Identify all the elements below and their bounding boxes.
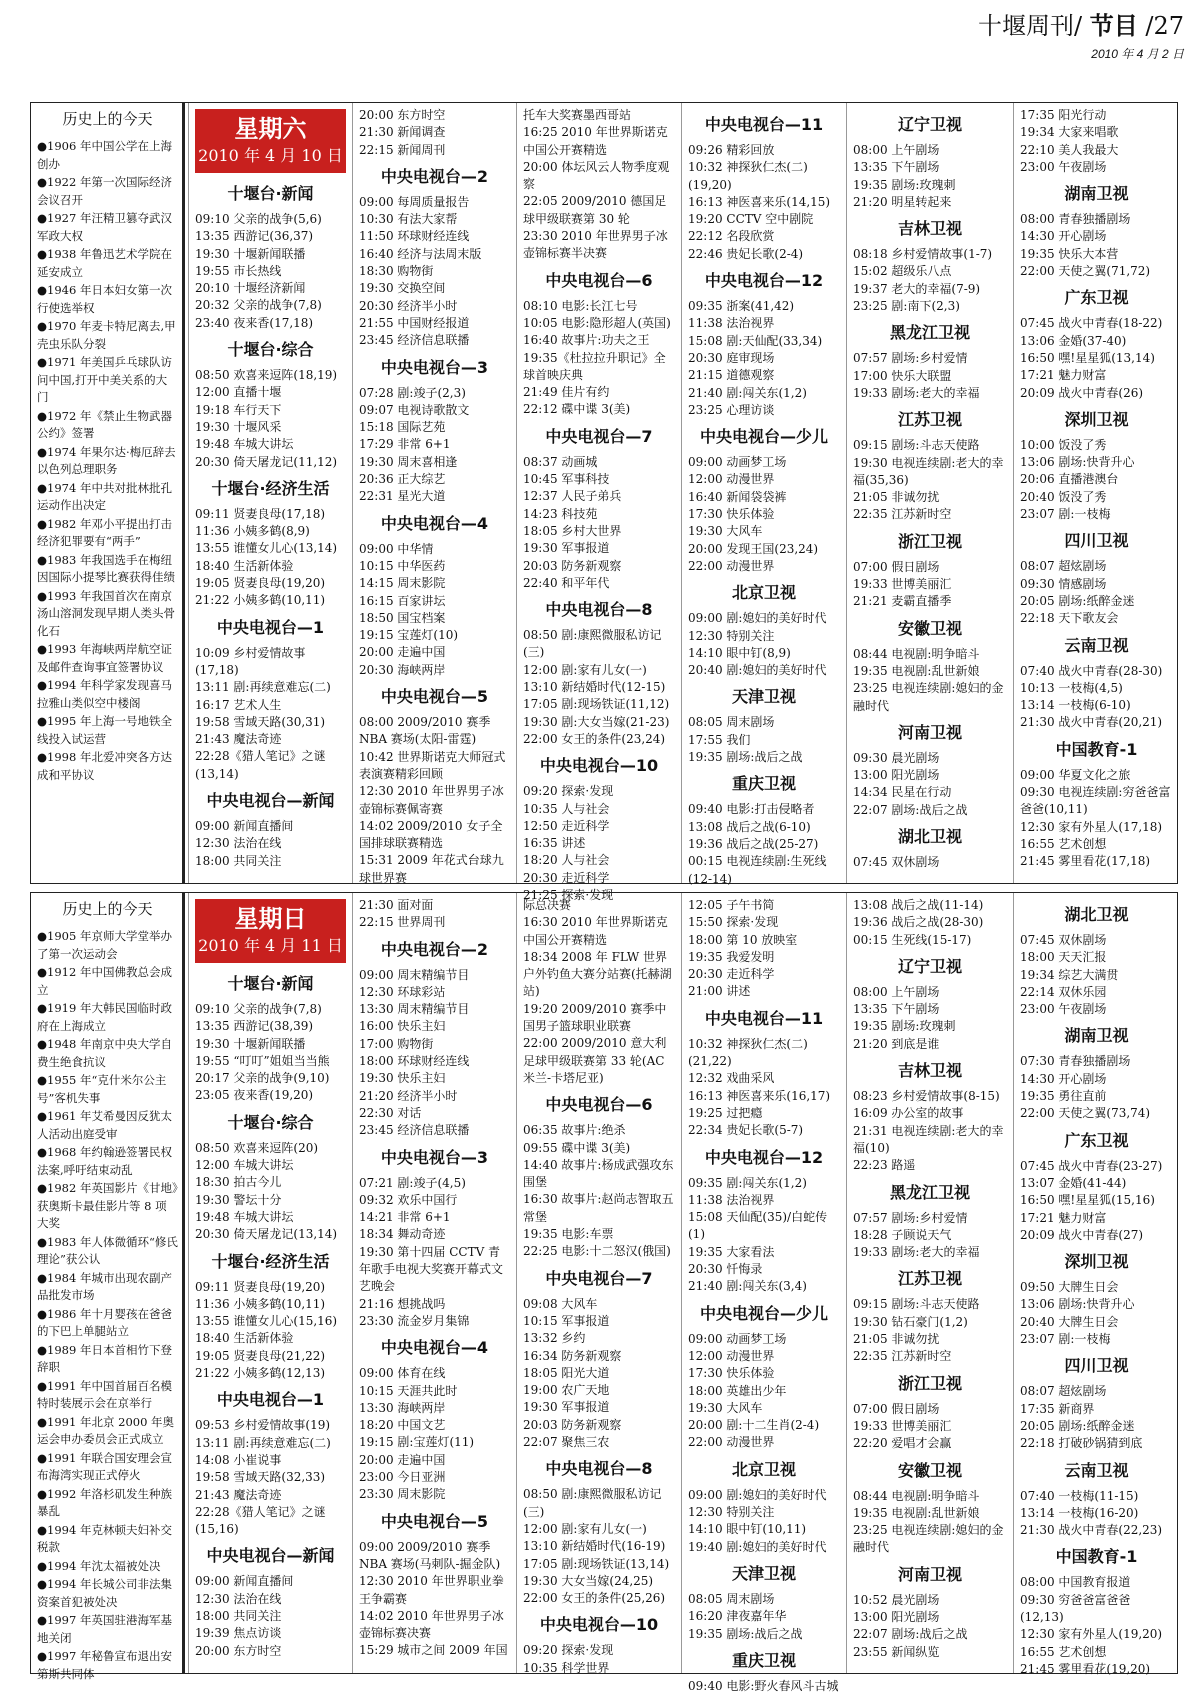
program-list: 06:35 故事片:绝杀 09:55 碟中谍 3(美) 14:40 故事片:杨成武强攻东围堡 16:30 故事片:赵尚志智取五常堡 19:35 电影:车票 22:25 电影:十二怒汉(俄国) — [523, 1123, 674, 1259]
channel-name: 河南卫视 — [897, 722, 962, 742]
schedule-column — [1013, 103, 1179, 883]
program-list: 17:35 阳光行动 19:34 大家来唱歌 22:10 美人我最大 23:00 午夜剧场 — [1020, 108, 1119, 174]
channel-name: 中央电视台—8 — [545, 1459, 653, 1479]
schedule-column — [516, 893, 681, 1673]
history-item: ● 1938 年鲁迅艺术学院在延安成立 — [37, 246, 178, 281]
history-list — [37, 928, 178, 1683]
channel-name: 天津卫视 — [731, 687, 796, 707]
history-column — [31, 103, 185, 883]
history-item: ● 1948 年南京中央大学自费生绝食抗议 — [37, 1036, 178, 1071]
program-list: 托车大奖赛墨西哥站 16:25 2010 年世界斯诺克中国公开赛精选 20:00 体坛风云人物季度观察 22:05 2009/2010 德国足球甲级联赛第 30 轮 23:30 2010 年世界男子冰壶锦标赛半决赛 — [523, 108, 670, 261]
day-date: 2010 年 4 月 11 日 — [195, 935, 346, 957]
schedule-column — [681, 893, 846, 1693]
channel-name: 中央电视台—4 — [380, 1338, 489, 1358]
history-item: ● 1972 年《禁止生物武器公约》签署 — [37, 408, 178, 443]
program-list: 09:00 新闻直播间 12:30 法治在线 18:00 共同关注 — [195, 819, 294, 868]
history-column — [31, 893, 185, 1681]
channel-name: 北京卫视 — [731, 583, 796, 603]
program-list: 09:11 贤妻良母(17,18) 11:36 小姨多鹤(8,9) 13:55 谁懂女儿心(13,14) 18:40 生活新体验 19:05 贤妻良母(19,20) 21:22 小姨多鹤(10,11) — [195, 506, 338, 608]
program-list: 08:10 电影:长江七号 10:05 电影:隐形超人(英国) 16:40 故事片:功夫之王 19:35《杜拉拉升职记》全球首映庆典 21:49 佳片有约 22:12 碟中谍 3(美) — [523, 298, 671, 417]
channel-name: 中国教育-1 — [1055, 739, 1138, 759]
channel-name: 江苏卫视 — [897, 410, 962, 430]
history-item: ● 1994 年科学家发现喜马拉雅山类似空中楼阁 — [37, 677, 178, 712]
channel-name: 中央电视台—1 — [216, 1390, 325, 1410]
channel-name: 重庆卫视 — [731, 774, 796, 794]
history-item: ● 1905 年京师大学堂举办了第一次运动会 — [37, 928, 178, 963]
program-list: 08:07 超炫剧场 17:35 新商界 20:05 剧场:纸醉金迷 22:18 打破砂锅猜到底 — [1020, 1384, 1143, 1451]
masthead-title: 十堰周刊/ 节目 /27 — [978, 12, 1184, 40]
program-list: 09:08 大风车 10:15 军事报道 13:32 乡约 16:34 防务新观察 18:05 阳光大道 19:00 农广天地 19:30 军事报道 20:03 防务新观察 22:07 聚焦三农 — [523, 1296, 622, 1450]
history-item: ● 1982 年邓小平提出打击经济犯罪要有“两手” — [37, 516, 178, 551]
history-item: ● 1997 年英国驻港海军基地关闭 — [37, 1612, 178, 1647]
history-item: ● 1906 年中国公学在上海创办 — [37, 138, 178, 173]
program-list: 09:30 晨光剧场 13:00 阳光剧场 14:34 民星在行动 22:07 剧场:战后之战 — [853, 750, 968, 817]
channel-name: 辽宁卫视 — [897, 956, 962, 976]
program-list: 09:20 探索·发现 10:35 科学世界 — [523, 1643, 614, 1675]
history-item: ● 1982 年英国影片《甘地》获奥斯卡最佳影片等 8 项大奖 — [37, 1180, 178, 1233]
channel-name: 中央电视台—3 — [380, 357, 489, 377]
program-list: 际总决赛 16:30 2010 年世界斯诺克中国公开赛精选 18:34 2008 年 FLW 世界户外钓鱼大赛分站赛(托赫湖站) 19:20 2009/2010 赛季中国男子篮球职业联赛 22:00 2009/2010 意大利足球甲级联赛第 33 轮(AC 米兰-卡塔尼亚) — [523, 898, 672, 1085]
history-item: ● 1991 年中国首届百名模特时装展示会在京举行 — [37, 1378, 178, 1413]
channel-name: 中国教育-1 — [1055, 1547, 1138, 1567]
history-item: ● 1922 年第一次国际经济会议召开 — [37, 174, 178, 209]
program-list: 08:44 电视剧:明争暗斗 19:35 电视剧:乱世新娘 23:25 电视连续剧:媳妇的金融时代 — [853, 1488, 1004, 1555]
channel-name: 黑龙江卫视 — [889, 323, 970, 343]
channel-name: 湖南卫视 — [1064, 184, 1129, 204]
program-list: 07:28 剧:竣子(2,3) 09:07 电视诗歌散文 15:18 国际艺苑 17:29 非常 6+1 19:30 周末喜相逢 20:36 正大综艺 22:31 星光大道 — [359, 385, 470, 504]
history-item: ● 1986 年十月婴孩在爸爸的下巴上单腿站立 — [37, 1306, 178, 1341]
channel-name: 江苏卫视 — [897, 1269, 962, 1289]
program-list: 13:08 战后之战(11-14) 19:36 战后之战(28-30) 00:15 生死线(15-17) — [853, 898, 984, 947]
program-list: 09:00 剧:媳妇的美好时代 12:30 特别关注 14:10 眼中钉(8,9) 20:40 剧:媳妇的美好时代 — [688, 611, 827, 678]
history-item: ● 1993 年海峡两岸航空证及邮件查询事宜签署协议 — [37, 641, 178, 676]
masthead — [978, 6, 1184, 62]
program-list: 09:35 浙案(41,42) 11:38 法治视界 15:08 剧:天仙配(33,34) 20:30 庭审现场 21:15 道德观察 21:40 剧:闯关东(1,2) 23:25 心理访谈 — [688, 299, 823, 417]
sunday-schedule — [30, 892, 1178, 1693]
program-list: 07:57 剧场:乡村爱情 17:00 快乐大联盟 19:33 剧场:老大的幸福 — [853, 351, 980, 400]
program-list: 07:00 假日剧场 19:33 世博美丽汇 22:20 爱唱才会赢 — [853, 1401, 952, 1451]
saturday-schedule — [30, 102, 1178, 902]
channel-name: 中央电视台—3 — [380, 1147, 489, 1167]
program-list: 09:11 贤妻良母(19,20) 11:36 小姨多鹤(10,11) 13:55 谁懂女儿心(15,16) 18:40 生活新体验 19:05 贤妻良母(21,22) 21:22 小姨多鹤(12,13) — [195, 1279, 338, 1381]
schedule-column — [352, 893, 516, 1673]
channel-name: 湖北卫视 — [897, 827, 962, 847]
history-item: ● 1989 年日本首相竹下登辞职 — [37, 1342, 178, 1377]
channel-name: 深圳卫视 — [1064, 409, 1129, 429]
history-item: ● 1974 年中共对批林批孔运动作出决定 — [37, 480, 178, 515]
program-list: 09:00 体育在线 10:15 天涯共此时 13:30 海峡两岸 18:20 中国文艺 19:15 剧:宝莲灯(11) 20:00 走遍中国 23:00 今日亚洲 23:30 周末影院 — [359, 1366, 475, 1502]
channel-name: 十堰台·新闻 — [227, 184, 314, 203]
channel-name: 十堰台·综合 — [227, 1112, 314, 1132]
day-name: 星期六 — [234, 115, 307, 143]
program-list: 08:00 上午剧场 13:35 下午剧场 19:35 剧场:玫瑰刺 21:20 明星转起来 — [853, 143, 956, 209]
channel-name: 安徽卫视 — [897, 1460, 962, 1480]
channel-name: 十堰台·新闻 — [227, 974, 314, 993]
channel-name: 中央电视台—7 — [545, 426, 653, 446]
program-list: 09:00 动画梦工场 12:00 动漫世界 16:40 新闻袋袋裤 17:30 快乐体验 19:30 大风车 20:00 发现王国(23,24) 22:00 动漫世界 — [688, 455, 819, 573]
history-item: ● 1912 年中国佛教总会成立 — [37, 964, 178, 999]
program-list: 09:00 中华情 10:15 中华医药 14:15 周末影院 16:15 百家讲坛 18:50 国宝档案 19:15 宝莲灯(10) 20:00 走遍中国 20:30 海峡两岸 — [359, 541, 459, 677]
channel-name: 中央电视台—12 — [704, 1147, 824, 1167]
program-list: 08:05 周末剧场 16:20 津夜嘉年华 19:35 剧场:战后之战 — [688, 1591, 803, 1641]
program-list: 20:00 东方时空 21:30 新闻调查 22:15 新闻周刊 — [359, 108, 446, 157]
program-list: 12:05 子午书简 15:50 探索·发现 18:00 第 10 放映室 19:35 我爱发明 20:30 走近科学 21:00 讲述 — [688, 898, 798, 999]
program-list: 09:40 电影:野火春风斗古城 — [688, 1678, 839, 1693]
program-list: 09:20 探索·发现 10:35 人与社会 12:50 走近科学 16:35 讲述 18:20 人与社会 20:30 走近科学 21:25 探索·发现 — [523, 784, 614, 902]
program-list: 08:07 超炫剧场 09:30 情感剧场 20:05 剧场:纸醉金迷 22:18 天下歌友会 — [1020, 559, 1135, 626]
program-list: 08:50 剧:康熙微服私访记(三) 12:00 剧:家有儿女(一) 13:10 新结婚时代(16-19) 17:05 剧:现场铁证(13,14) 19:30 大女当嫁(24,25) 22:00 女王的条件(25,26) — [523, 1487, 670, 1606]
channel-name: 中央电视台—10 — [539, 1615, 659, 1635]
history-item: ● 1961 年艾希曼因反犹太人活动出庭受审 — [37, 1108, 178, 1143]
program-list: 08:00 中国教育报道 09:30 穷爸爸富爸爸(12,13) 12:30 家有外星人(19,20) 16:55 艺术创想 21:45 雾里看花(19,20) — [1020, 1575, 1163, 1676]
program-list: 09:53 乡村爱情故事(19) 13:11 剧:再续意难忘(二) 14:08 小崔说事 19:58 雪域天路(32,33) 21:43 魔法奇迹 22:28《猎人笔记》之谜(15,16) — [195, 1418, 331, 1537]
channel-name: 中央电视台—12 — [704, 271, 824, 291]
program-list: 07:45 双休剧场 18:00 天天汇报 19:34 综艺大满贯 22:14 双休乐园 23:00 午夜剧场 — [1020, 933, 1119, 1017]
channel-name: 中央电视台—6 — [545, 270, 653, 290]
channel-name: 十堰台·经济生活 — [211, 478, 330, 498]
schedule-column — [352, 103, 516, 883]
program-list: 07:45 双休剧场 — [853, 855, 940, 870]
channel-name: 中央电视台—6 — [545, 1095, 653, 1115]
program-list: 08:50 剧:康熙微服私访记(三) 12:00 剧:家有儿女(一) 13:10 新结婚时代(12-15) 17:05 剧:现场铁证(11,12) 19:30 剧:大女当嫁(21-23) 22:00 女王的条件(23,24) — [523, 628, 670, 746]
schedule-column — [846, 893, 1013, 1673]
history-item: ● 1919 年大韩民国临时政府在上海成立 — [37, 1000, 178, 1035]
channel-name: 深圳卫视 — [1064, 1252, 1129, 1272]
program-list: 09:40 电影:打击侵略者 13:08 战后之战(6-10) 19:36 战后之战(25-27) 00:15 电视连续剧:生死线(12-14) — [688, 802, 827, 886]
program-list: 07:00 假日剧场 19:33 世博美丽汇 21:21 麦霸直播季 — [853, 559, 952, 609]
program-list: 07:40 战火中青春(28-30) 10:13 一枝梅(4,5) 13:14 一枝梅(6-10) 21:30 战火中青春(20,21) — [1020, 663, 1163, 730]
channel-name: 浙江卫视 — [897, 531, 962, 551]
history-list — [37, 138, 178, 784]
channel-name: 中央电视台—11 — [704, 115, 824, 134]
history-title: 历史上的今天 — [62, 900, 153, 918]
history-item: ● 1927 年汪精卫篡夺武汉军政大权 — [37, 210, 178, 245]
program-list: 08:18 乡村爱情故事(1-7) 15:02 超级乐八点 19:37 老大的幸福(7-9) 23:25 剧:南下(2,3) — [853, 247, 993, 314]
channel-name: 中央电视台—2 — [380, 939, 489, 959]
day-date: 2010 年 4 月 10 日 — [195, 145, 346, 167]
history-item: ● 1997 年秘鲁宣布退出安第斯共同体 — [37, 1648, 178, 1683]
channel-name: 十堰台·综合 — [227, 340, 314, 360]
channel-name: 北京卫视 — [731, 1459, 796, 1479]
history-item: ● 1971 年美国乒乓球队访问中国,打开中美关系的大门 — [37, 354, 178, 407]
channel-name: 中央电视台—8 — [545, 600, 653, 620]
program-list: 21:30 面对面 22:15 世界周刊 — [359, 898, 446, 930]
channel-name: 中央电视台—少儿 — [699, 1303, 828, 1323]
history-item: ● 1968 年约翰逊签署民权法案,呼吁结束动乱 — [37, 1144, 178, 1179]
program-list: 09:26 精彩回放 10:32 神探狄仁杰(二)(19,20) 16:13 神医喜来乐(14,15) 19:20 CCTV 空中剧院 22:12 名段欣赏 22:46 贵妃长歌(2-4) — [688, 143, 831, 261]
channel-name: 十堰台·经济生活 — [211, 1251, 330, 1271]
channel-name: 中央电视台—2 — [380, 166, 489, 186]
day-name: 星期日 — [234, 905, 307, 933]
schedule-column — [188, 103, 352, 883]
channel-name: 中央电视台—5 — [380, 687, 489, 707]
channel-name: 黑龙江卫视 — [889, 1182, 970, 1202]
channel-name: 中央电视台—少儿 — [699, 427, 828, 447]
masthead-date: 2010 年 4 月 2 日 — [1091, 47, 1184, 61]
program-list: 08:00 青春独播剧场 14:30 开心剧场 19:35 快乐大本营 22:00 天使之翼(71,72) — [1020, 212, 1151, 279]
day-header — [195, 109, 346, 173]
channel-name: 天津卫视 — [731, 1563, 796, 1583]
program-list: 09:00 华夏文化之旅 09:30 电视连续剧:穷爸爸富爸爸(10,11) 12:30 家有外星人(17,18) 16:55 艺术创想 21:45 雾里看花(17,18) — [1020, 767, 1171, 869]
channel-name: 广东卫视 — [1064, 288, 1129, 308]
history-item: ● 1983 年人体微循环“修氏理论”获公认 — [37, 1234, 178, 1269]
schedule-column — [188, 893, 352, 1673]
channel-name: 四川卫视 — [1064, 531, 1129, 551]
channel-name: 中央电视台—1 — [216, 617, 325, 637]
channel-name: 广东卫视 — [1064, 1130, 1129, 1150]
program-list: 10:00 饭没了秀 13:06 剧场:快背升心 20:06 直播港澳台 20:40 饭没了秀 23:07 剧:一枝梅 — [1020, 437, 1135, 522]
channel-name: 湖南卫视 — [1064, 1026, 1129, 1046]
program-list: 08:50 欢喜来逗阵(18,19) 12:00 直播十堰 19:18 车行天下 19:30 十堰风采 19:48 车城大讲坛 20:30 倚天屠龙记(11,12) — [195, 368, 338, 469]
channel-name: 安徽卫视 — [897, 618, 962, 638]
program-list: 09:15 剧场:斗志天使路 19:30 电视连续剧:老大的幸福(35,36) 21:05 非诚勿扰 22:35 江苏新时空 — [853, 438, 1004, 522]
program-list: 07:45 战火中青春(23-27) 13:07 金婚(41-44) 16:50 嘿!星星狐(15,16) 17:21 魅力财富 20:09 战火中青春(27) — [1020, 1158, 1163, 1242]
history-item: ● 1991 年联合国安理会宣布海湾实现正式停火 — [37, 1450, 178, 1485]
program-list: 09:15 剧场:斗志天使路 19:30 钻石豪门(1,2) 21:05 非诚勿扰 22:35 江苏新时空 — [853, 1297, 980, 1364]
program-list: 07:45 战火中青春(18-22) 13:06 金婚(37-40) 16:50 嘿!星星狐(13,14) 17:21 魅力财富 20:09 战火中青春(26) — [1020, 316, 1163, 400]
program-list: 09:00 动画梦工场 12:00 动漫世界 17:30 快乐体验 18:00 英雄出少年 19:30 大风车 20:00 剧:十二生肖(2-4) 22:00 动漫世界 — [688, 1331, 820, 1450]
program-list: 08:37 动画城 10:45 军事科技 12:37 人民子弟兵 14:23 科技苑 18:05 乡村大世界 19:30 军事报道 20:03 防务新观察 22:40 和平年代 — [523, 454, 622, 590]
channel-name: 中央电视台—7 — [545, 1268, 653, 1288]
program-list: 08:00 2009/2010 赛季 NBA 赛场(太阳-雷霆) 10:42 世界斯诺克大师冠式表演赛精彩回顾 12:30 2010 年世界男子冰壶锦标赛佩寄赛 14:02 2009/2010 女子全国排球联赛精选 15:31 2009 年花式台球九球世界赛 — [359, 715, 506, 885]
history-item: ● 1994 年沈太福被处决 — [37, 1558, 178, 1576]
history-item: ● 1993 年我国首次在南京汤山溶洞发现早期人类头骨化石 — [37, 588, 178, 641]
history-item: ● 1994 年克林顿夫妇补交税款 — [37, 1522, 178, 1557]
schedule-column — [681, 103, 846, 886]
channel-name: 浙江卫视 — [897, 1373, 962, 1393]
history-item: ● 1994 年长城公司非法集资案首犯被处决 — [37, 1576, 178, 1611]
program-list: 09:10 父亲的战争(5,6) 13:35 西游记(36,37) 19:30 十堰新闻联播 19:55 市长热线 20:10 十堰经济新闻 20:32 父亲的战争(7,8) 23:40 夜来香(17,18) — [195, 212, 322, 330]
schedule-column — [1013, 893, 1179, 1676]
channel-name: 四川卫视 — [1064, 1356, 1129, 1376]
program-list: 09:00 2009/2010 赛季 NBA 赛场(马刺队-掘金队) 12:30 2010 年世界职业拳王争霸赛 14:02 2010 年世界男子冰壶锦标赛决赛 15:29 城市之间 2009 年国 — [359, 1539, 508, 1658]
program-list: 10:09 乡村爱情故事(17,18) 13:11 剧:再续意难忘(二) 16:17 艺术人生 19:58 雪域天路(30,31) 21:43 魔法奇迹 22:28《猎人笔记》之谜(13,14) — [195, 645, 331, 781]
program-list: 09:00 周末精编节目 12:30 环球彩站 13:30 周末精编节目 16:00 快乐主妇 17:00 购物街 18:00 环球财经连线 19:30 快乐主妇 21:20 经济半小时 22:30 对话 23:45 经济信息联播 — [359, 967, 470, 1138]
channel-name: 湖北卫视 — [1064, 905, 1129, 924]
history-item: ● 1970 年麦卡特尼离去,甲壳虫乐队分裂 — [37, 318, 178, 353]
program-list: 08:50 欢喜来逗阵(20) 12:00 车城大讲坛 18:30 拍古今儿 19:30 警坛十分 19:48 车城大讲坛 20:30 倚天屠龙记(13,14) — [195, 1140, 338, 1242]
program-list: 07:21 剧:竣子(4,5) 09:32 欢乐中国行 14:21 非常 6+1 18:34 舞动奇迹 19:30 第十四届 CCTV 青年歌手电视大奖赛开幕式文艺晚会 21:16 想挑战吗 23:30 流金岁月集锦 — [359, 1175, 504, 1328]
history-item: ● 1955 年“克什米尔公主号”客机失事 — [37, 1072, 178, 1107]
history-item: ● 1983 年我国选手在梅纽因国际小提琴比赛获得佳绩 — [37, 552, 178, 587]
schedule-column — [516, 103, 681, 902]
history-item: ● 1992 年洛杉矶发生种族暴乱 — [37, 1486, 178, 1521]
program-list: 07:40 一枝梅(11-15) 13:14 一枝梅(16-20) 21:30 战火中青春(22,23) — [1020, 1488, 1163, 1538]
channel-name: 中央电视台—4 — [380, 513, 489, 533]
schedule-column — [846, 103, 1013, 883]
channel-name: 吉林卫视 — [897, 219, 962, 239]
channel-name: 辽宁卫视 — [897, 115, 962, 134]
channel-name: 吉林卫视 — [897, 1061, 962, 1081]
history-item: ● 1991 年北京 2000 年奥运会申办委员会正式成立 — [37, 1414, 178, 1449]
channel-name: 中央电视台—10 — [539, 756, 659, 776]
program-list: 09:35 剧:闯关东(1,2) 11:38 法治视界 15:08 天仙配(35)/白蛇传(1) 19:35 大家看法 20:30 忏悔录 21:40 剧:闯关东(3,4) — [688, 1175, 828, 1294]
program-list: 09:50 大牌生日会 13:06 剧场:快背升心 20:40 大牌生日会 23:07 剧:一枝梅 — [1020, 1280, 1135, 1347]
program-list: 07:57 剧场:乡村爱情 18:28 子顾说天气 19:33 剧场:老大的幸福 — [853, 1210, 980, 1260]
program-list: 08:00 上午剧场 13:35 下午剧场 19:35 剧场:玫瑰刺 21:20 到底是谁 — [853, 984, 956, 1051]
program-list: 08:05 周末剧场 17:55 我们 19:35 剧场:战后之战 — [688, 715, 803, 765]
channel-name: 云南卫视 — [1064, 1460, 1129, 1480]
history-item: ● 1946 年日本妇女第一次行使选举权 — [37, 282, 178, 317]
program-list: 09:10 父亲的战争(7,8) 13:35 西游记(38,39) 19:30 十堰新闻联播 19:55 “叮叮”姐姐当当熊 20:17 父亲的战争(9,10) 23:05 夜来香(19,20) — [195, 1002, 330, 1103]
history-item: ● 1995 年上海一号地铁全线投入试运营 — [37, 713, 178, 748]
channel-name: 云南卫视 — [1064, 635, 1129, 655]
channel-name: 中央电视台—5 — [380, 1511, 489, 1531]
channel-name: 中央电视台—新闻 — [206, 1546, 335, 1566]
program-list: 08:23 乡村爱情故事(8-15) 16:09 办公室的故事 21:31 电视连续剧:老大的幸福(10) 22:23 路遥 — [853, 1089, 1004, 1173]
channel-name: 中央电视台—11 — [704, 1008, 824, 1028]
channel-name: 中央电视台—新闻 — [206, 791, 335, 811]
program-list: 09:00 新闻直播间 12:30 法治在线 18:00 共同关注 19:39 焦点访谈 20:00 东方时空 — [195, 1574, 294, 1658]
channel-name: 重庆卫视 — [731, 1650, 796, 1670]
channel-name: 河南卫视 — [897, 1564, 962, 1584]
program-list: 10:52 晨光剧场 13:00 阳光剧场 22:07 剧场:战后之战 23:55 新闻纵览 — [853, 1592, 968, 1659]
day-header — [195, 899, 346, 963]
history-item: ● 1998 年北爱冲突各方达成和平协议 — [37, 749, 178, 784]
program-list: 07:30 青春独播剧场 14:30 开心剧场 19:35 勇往直前 22:00 天使之翼(73,74) — [1020, 1054, 1151, 1121]
program-list: 08:44 电视剧:明争暗斗 19:35 电视剧:乱世新娘 23:25 电视连续剧:媳妇的金融时代 — [853, 646, 1004, 713]
program-list: 10:32 神探狄仁杰(二)(21,22) 12:32 戏曲采风 16:13 神医喜来乐(16,17) 19:25 过把瘾 22:34 贵妃长歌(5-7) — [688, 1036, 831, 1138]
program-list: 09:00 每周质量报告 10:30 有法大家帮 11:50 环球财经连线 16:40 经济与法周末版 18:30 购物街 19:30 交换空间 20:30 经济半小时 21:55 中国财经报道 23:45 经济信息联播 — [359, 194, 482, 348]
program-list: 09:00 剧:媳妇的美好时代 12:30 特别关注 14:10 眼中钉(10,11) 19:40 剧:媳妇的美好时代 — [688, 1487, 827, 1554]
history-item: ● 1984 年城市出现农副产品批发市场 — [37, 1270, 178, 1305]
history-item: ● 1974 年果尔达·梅厄辞去以色列总理职务 — [37, 444, 178, 479]
history-title: 历史上的今天 — [62, 110, 153, 128]
